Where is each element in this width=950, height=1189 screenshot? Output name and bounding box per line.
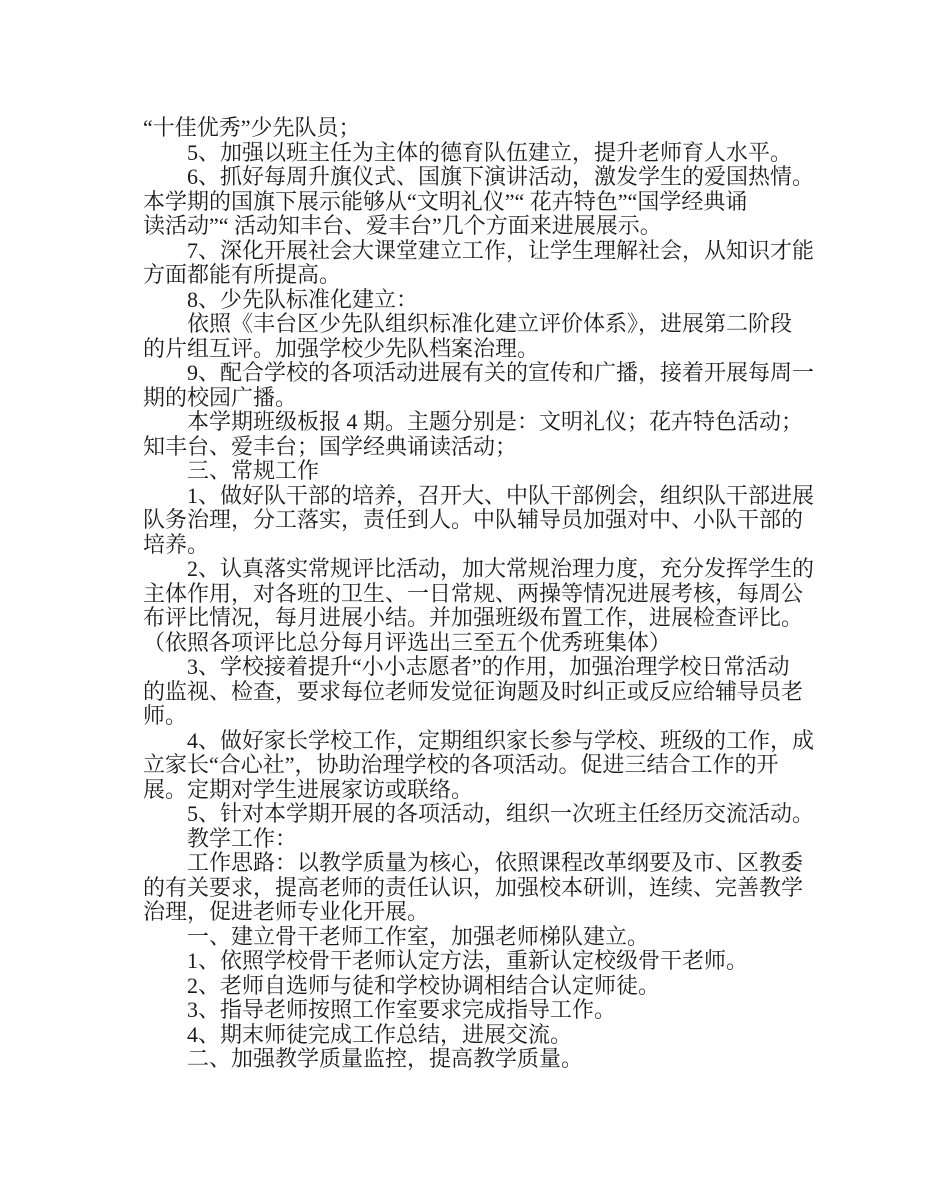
text-line: 教学工作： <box>187 825 298 851</box>
text-line: （依照各项评比总分每月评选出三至五个优秀班集体） <box>143 629 672 655</box>
text-line: 培养。 <box>143 531 210 557</box>
text-line: 9、配合学校的各项活动进展有关的宣传和广播，接着开展每周一 <box>187 360 815 385</box>
text-line: 2、认真落实常规评比活动，加大常规治理力度，充分发挥学生的 <box>187 556 815 581</box>
text-line: 布评比情况，每月进展小结。并加强班级布置工作，进展检查评比。 <box>143 605 804 630</box>
text-line: 治理，促进老师专业化开展。 <box>143 899 430 924</box>
text-line: 4、做好家长学校工作，定期组织家长参与学校、班级的工作，成 <box>187 727 815 753</box>
text-line: 读活动”“ 活动知丰台、爱丰台”几个方面来进展展示。 <box>143 213 662 238</box>
text-line: 3、指导老师按照工作室要求完成指导工作。 <box>187 997 617 1022</box>
text-line: 1、依照学校骨干老师认定方法，重新认定校级骨干老师。 <box>187 948 749 973</box>
text-line: 5、针对本学期开展的各项活动，组织一次班主任经历交流活动。 <box>187 801 815 826</box>
text-line: 队务治理，分工落实，责任到人。中队辅导员加强对中、小队干部的 <box>143 507 804 532</box>
text-line: 知丰台、爱丰台；国学经典诵读活动； <box>143 433 518 459</box>
text-line: 一、建立骨干老师工作室，加强老师梯队建立。 <box>187 923 650 949</box>
text-line: 二、加强教学质量监控，提高教学质量。 <box>187 1046 584 1071</box>
text-line: 5、加强以班主任为主体的德育队伍建立，提升老师育人水平。 <box>187 139 793 165</box>
text-line: 期的校园广播。 <box>143 384 298 410</box>
text-line: 1、做好队干部的培养，召开大、中队干部例会，组织队干部进展 <box>187 482 815 508</box>
text-line: 8、少先队标准化建立： <box>187 286 419 312</box>
text-line: 依照《丰台区少先队组织标准化建立评价体系》，进展第二阶段 <box>187 311 793 336</box>
text-line: 3、学校接着提升“小小志愿者”的作用，加强治理学校日常活动 <box>187 654 790 679</box>
text-line: 的有关要求，提高老师的责任认识，加强校本研训，连续、完善教学 <box>143 874 804 900</box>
text-line: 立家长“合心社”，协助治理学校的各项活动。促进三结合工作的开 <box>143 752 779 777</box>
text-line: 2、老师自选师与徒和学校协调相结合认定师徒。 <box>187 972 661 998</box>
text-line: 本学期班级板报 4 期。主题分别是：文明礼仪；花卉特色活动； <box>187 409 804 434</box>
text-line: 师。 <box>143 703 188 728</box>
text-line: “十佳优秀”少先队员； <box>143 115 361 140</box>
text-line: 6、抓好每周升旗仪式、国旗下演讲活动，激发学生的爱国热情。 <box>187 164 815 189</box>
text-line: 展。定期对学生进展家访或联络。 <box>143 776 474 802</box>
text-line: 方面都能有所提高。 <box>143 262 342 287</box>
text-line: 4、期末师徒完成工作总结，进展交流。 <box>187 1021 573 1047</box>
text-line: 7、深化开展社会大课堂建立工作，让学生理解社会，从知识才能 <box>187 237 815 263</box>
text-line: 本学期的国旗下展示能够从“文明礼仪”“ 花卉特色”“国学经典诵 <box>143 188 748 214</box>
document-text-block <box>143 116 821 1072</box>
text-line: 工作思路：以教学质量为核心，依照课程改革纲要及市、区教委 <box>187 850 804 875</box>
text-line: 的监视、检查，要求每位老师发觉征询题及时纠正或反应给辅导员老 <box>143 678 804 704</box>
text-line: 主体作用，对各班的卫生、一日常规、两操等情况进展考核，每周公 <box>143 580 804 606</box>
text-line: 的片组互评。加强学校少先队档案治理。 <box>143 335 540 361</box>
text-line: 三、常规工作 <box>187 458 320 483</box>
